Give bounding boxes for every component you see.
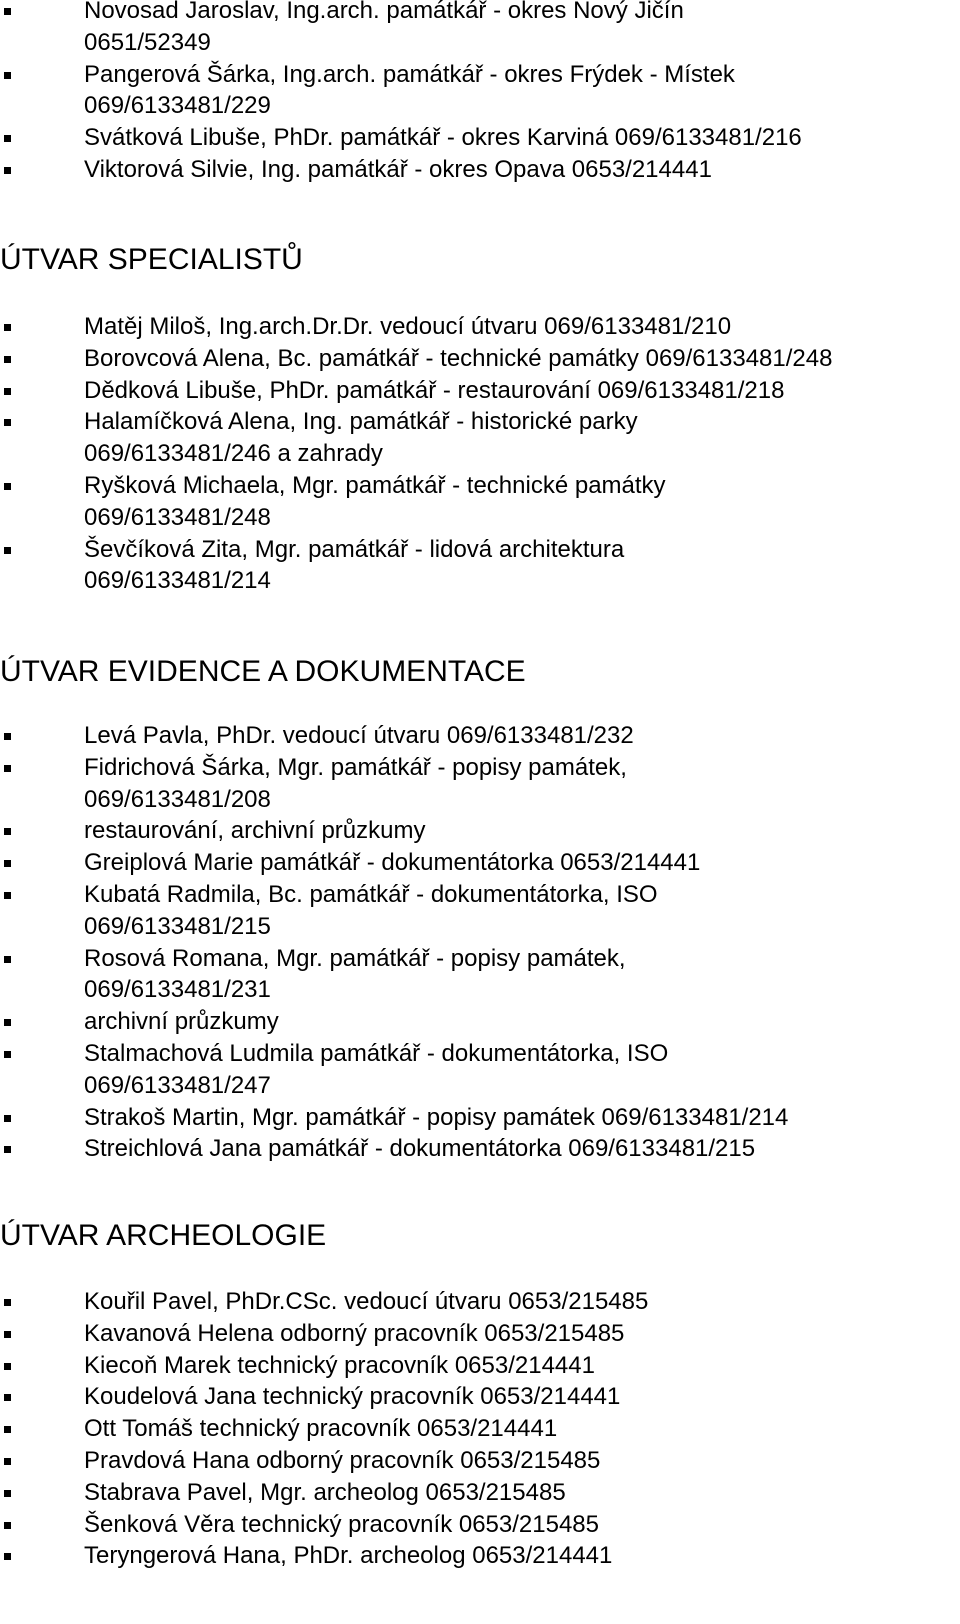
heading-utvar-evidence-a-dokumentace: ÚTVAR EVIDENCE A DOKUMENTACE <box>0 655 526 688</box>
list-item-line: Fidrichová Šárka, Mgr. památkář - popisy památek, <box>84 753 627 781</box>
list-item-line: Pangerová Šárka, Ing.arch. památkář - okres Frýdek - Místek <box>84 60 735 88</box>
square-bullet-icon <box>4 1115 11 1122</box>
square-bullet-icon <box>4 483 11 490</box>
list-item-line: Svátková Libuše, PhDr. památkář - okres Karviná 069/6133481/216 <box>84 124 802 152</box>
square-bullet-icon <box>4 1363 11 1370</box>
list-item-line: Borovcová Alena, Bc. památkář - technické památky 069/6133481/248 <box>84 344 833 372</box>
list-utvar-evidence-a-dokumentace <box>0 720 788 1165</box>
square-bullet-icon <box>4 1051 11 1058</box>
list-item-line: Streichlová Jana památkář - dokumentátorka 069/6133481/215 <box>84 1135 756 1163</box>
list-item <box>0 1318 648 1350</box>
list-item-line: Halamíčková Alena, Ing. památkář - historické parky <box>84 408 638 436</box>
list-item-line: Ševčíková Zita, Mgr. památkář - lidová architektura <box>84 535 625 563</box>
list-item <box>0 1509 648 1541</box>
square-bullet-icon <box>4 72 11 79</box>
square-bullet-icon <box>4 135 11 142</box>
list-item-line: Novosad Jaroslav, Ing.arch. památkář - okres Nový Jičín <box>84 0 684 24</box>
list-item <box>0 1413 648 1445</box>
list-item <box>0 1477 648 1509</box>
list-item <box>0 1350 648 1382</box>
list-item <box>0 1540 648 1572</box>
list-item <box>0 943 788 1007</box>
heading-utvar-specialistu: ÚTVAR SPECIALISTŮ <box>0 243 303 276</box>
list-item-line: Teryngerová Hana, PhDr. archeolog 0653/214441 <box>84 1542 613 1570</box>
square-bullet-icon <box>4 765 11 772</box>
list-item-line: Rosová Romana, Mgr. památkář - popisy památek, <box>84 944 626 972</box>
list-item <box>0 1381 648 1413</box>
list-item <box>0 343 832 375</box>
list-item-line: 069/6133481/229 <box>84 92 271 120</box>
list-item-line: 069/6133481/208 <box>84 785 271 813</box>
square-bullet-icon <box>4 1426 11 1433</box>
list-item-line: Pravdová Hana odborný pracovník 0653/215485 <box>84 1446 601 1474</box>
square-bullet-icon <box>4 1490 11 1497</box>
list-item-line: 069/6133481/246 a zahrady <box>84 440 383 468</box>
list-item-line: Kubatá Radmila, Bc. památkář - dokumentátorka, ISO <box>84 880 658 908</box>
list-item <box>0 1445 648 1477</box>
list-item <box>0 311 832 343</box>
list-utvar-archeologie <box>0 1286 648 1572</box>
list-utvar-specialistu <box>0 311 832 597</box>
square-bullet-icon <box>4 1394 11 1401</box>
list-item <box>0 847 788 879</box>
square-bullet-icon <box>4 1458 11 1465</box>
list-item-line: 069/6133481/231 <box>84 976 271 1004</box>
list-item <box>0 122 802 154</box>
list-item-line: 069/6133481/248 <box>84 503 271 531</box>
list-item-line: 069/6133481/215 <box>84 912 271 940</box>
list-item-line: Dědková Libuše, PhDr. památkář - restaurování 069/6133481/218 <box>84 376 785 404</box>
list-item <box>0 1133 788 1165</box>
list-item-line: Greiplová Marie památkář - dokumentátorka 0653/214441 <box>84 849 701 877</box>
heading-utvar-archeologie: ÚTVAR ARCHEOLOGIE <box>0 1219 327 1252</box>
list-item-line: Ryšková Michaela, Mgr. památkář - technické památky <box>84 471 666 499</box>
list-item <box>0 752 788 816</box>
list-item-line: Stalmachová Ludmila památkář - dokumentátorka, ISO <box>84 1039 669 1067</box>
square-bullet-icon <box>4 1299 11 1306</box>
square-bullet-icon <box>4 419 11 426</box>
square-bullet-icon <box>4 1553 11 1560</box>
list-item <box>0 815 788 847</box>
list-item <box>0 59 802 123</box>
list-item-line: 069/6133481/214 <box>84 567 271 595</box>
list-item-line: Matěj Miloš, Ing.arch.Dr.Dr. vedoucí útvaru 069/6133481/210 <box>84 313 732 340</box>
list-item <box>0 534 832 598</box>
square-bullet-icon <box>4 8 11 15</box>
list-item-line: 069/6133481/247 <box>84 1071 271 1099</box>
list-item-line: Ott Tomáš technický pracovník 0653/214441 <box>84 1415 558 1443</box>
square-bullet-icon <box>4 356 11 363</box>
square-bullet-icon <box>4 733 11 740</box>
list-item-line: Kavanová Helena odborný pracovník 0653/215485 <box>84 1319 625 1347</box>
list-item <box>0 375 832 407</box>
list-item-line: 0651/52349 <box>84 28 211 56</box>
list-okres-pamatkari <box>0 0 802 186</box>
list-item-line: Strakoš Martin, Mgr. památkář - popisy památek 069/6133481/214 <box>84 1103 789 1131</box>
square-bullet-icon <box>4 324 11 331</box>
square-bullet-icon <box>4 956 11 963</box>
list-item-line: Kouřil Pavel, PhDr.CSc. vedoucí útvaru 0653/215485 <box>84 1288 649 1315</box>
list-item-line: Kiecoň Marek technický pracovník 0653/214441 <box>84 1351 595 1379</box>
square-bullet-icon <box>4 167 11 174</box>
square-bullet-icon <box>4 892 11 899</box>
list-item-line: restaurování, archivní průzkumy <box>84 817 426 845</box>
list-item-line: Šenková Věra technický pracovník 0653/215485 <box>84 1510 600 1538</box>
list-item <box>0 1286 648 1318</box>
list-item-line: Viktorová Silvie, Ing. památkář - okres Opava 0653/214441 <box>84 155 712 183</box>
square-bullet-icon <box>4 388 11 395</box>
list-item <box>0 470 832 534</box>
square-bullet-icon <box>4 1331 11 1338</box>
list-item-line: Stabrava Pavel, Mgr. archeolog 0653/215485 <box>84 1478 566 1506</box>
list-item <box>0 720 788 752</box>
list-item <box>0 1038 788 1102</box>
square-bullet-icon <box>4 828 11 835</box>
list-item-line: archivní průzkumy <box>84 1008 279 1036</box>
square-bullet-icon <box>4 1019 11 1026</box>
square-bullet-icon <box>4 1146 11 1153</box>
square-bullet-icon <box>4 1522 11 1529</box>
list-item-line: Koudelová Jana technický pracovník 0653/214441 <box>84 1383 621 1411</box>
list-item <box>0 1102 788 1134</box>
list-item <box>0 154 802 186</box>
list-item <box>0 406 832 470</box>
list-item <box>0 0 802 59</box>
square-bullet-icon <box>4 860 11 867</box>
list-item-line: Levá Pavla, PhDr. vedoucí útvaru 069/6133481/232 <box>84 722 634 749</box>
list-item <box>0 1006 788 1038</box>
square-bullet-icon <box>4 547 11 554</box>
list-item <box>0 879 788 943</box>
